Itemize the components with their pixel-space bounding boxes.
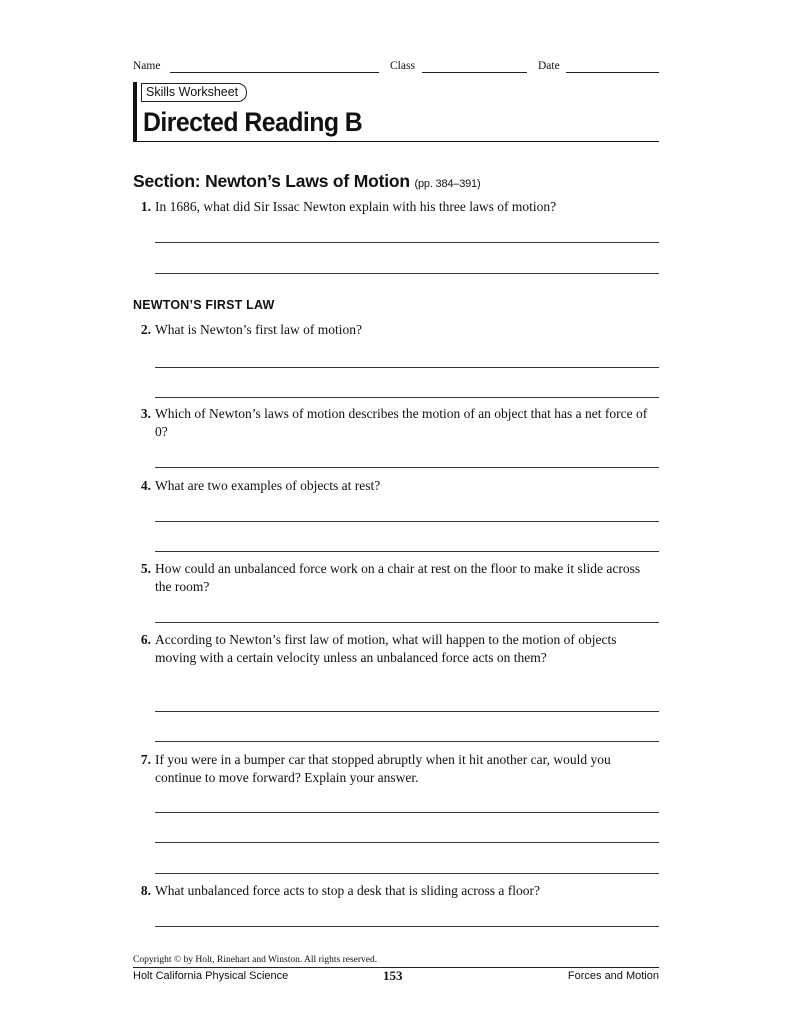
question-number: 2. [140, 322, 151, 337]
date-label: Date [538, 60, 560, 72]
question-text: Which of Newton’s laws of motion describes the motion of an object that has a net force of 0? [155, 406, 648, 439]
answer-line[interactable] [155, 812, 659, 813]
document-title: Directed Reading B [143, 107, 363, 137]
answer-line[interactable] [155, 367, 659, 368]
question-text: If you were in a bumper car that stopped abruptly when it hit another car, would you continue to move forward? Explain your answer. [155, 752, 611, 785]
answer-line[interactable] [155, 622, 659, 623]
question-text: What unbalanced force acts to stop a desk that is sliding across a floor? [155, 883, 541, 898]
answer-line[interactable] [155, 467, 659, 468]
title-block [133, 82, 659, 142]
question-text: According to Newton’s first law of motion, what will happen to the motion of objects moving with a certain velocity unless an unbalanced force acts on them? [155, 632, 617, 665]
question-number: 5. [140, 561, 151, 576]
section-title: Section: Newton’s Laws of Motion [133, 171, 410, 191]
question-number: 4. [140, 478, 151, 493]
chapter-title: Forces and Motion [567, 970, 659, 982]
question-text: What is Newton’s first law of motion? [155, 322, 362, 337]
answer-line[interactable] [155, 242, 659, 243]
answer-line[interactable] [155, 397, 659, 398]
answer-line[interactable] [155, 926, 659, 927]
answer-line[interactable] [155, 711, 659, 712]
copyright-notice: Copyright © by Holt, Rinehart and Winston. All rights reserved. [133, 955, 378, 965]
section-pages: (pp. 384–391) [414, 178, 481, 190]
section-heading [133, 171, 480, 192]
book-title: Holt California Physical Science [133, 970, 289, 982]
answer-line[interactable] [155, 741, 659, 742]
question-text: What are two examples of objects at rest? [155, 478, 381, 493]
question-number: 6. [140, 632, 151, 647]
question-number: 1. [140, 199, 151, 214]
answer-line[interactable] [155, 842, 659, 843]
title-accent-bar [133, 82, 137, 142]
date-field[interactable] [566, 72, 659, 73]
class-field[interactable] [422, 72, 527, 73]
question-text: How could an unbalanced force work on a chair at rest on the floor to make it slide across the room? [155, 561, 641, 594]
name-field[interactable] [170, 72, 379, 73]
student-info-row [133, 60, 659, 76]
name-label: Name [133, 60, 161, 72]
answer-line[interactable] [155, 551, 659, 552]
worksheet-badge: Skills Worksheet [141, 83, 247, 102]
answer-line[interactable] [155, 521, 659, 522]
question-number: 8. [140, 883, 151, 898]
question-number: 3. [140, 406, 151, 421]
class-label: Class [390, 60, 415, 72]
answer-line[interactable] [155, 873, 659, 874]
title-divider [133, 141, 659, 142]
question-number: 7. [140, 752, 151, 767]
subheading-first-law: NEWTON’S FIRST LAW [133, 298, 275, 312]
answer-line[interactable] [155, 273, 659, 274]
question-text: In 1686, what did Sir Issac Newton explain with his three laws of motion? [155, 199, 557, 214]
page-number: 153 [383, 968, 403, 983]
